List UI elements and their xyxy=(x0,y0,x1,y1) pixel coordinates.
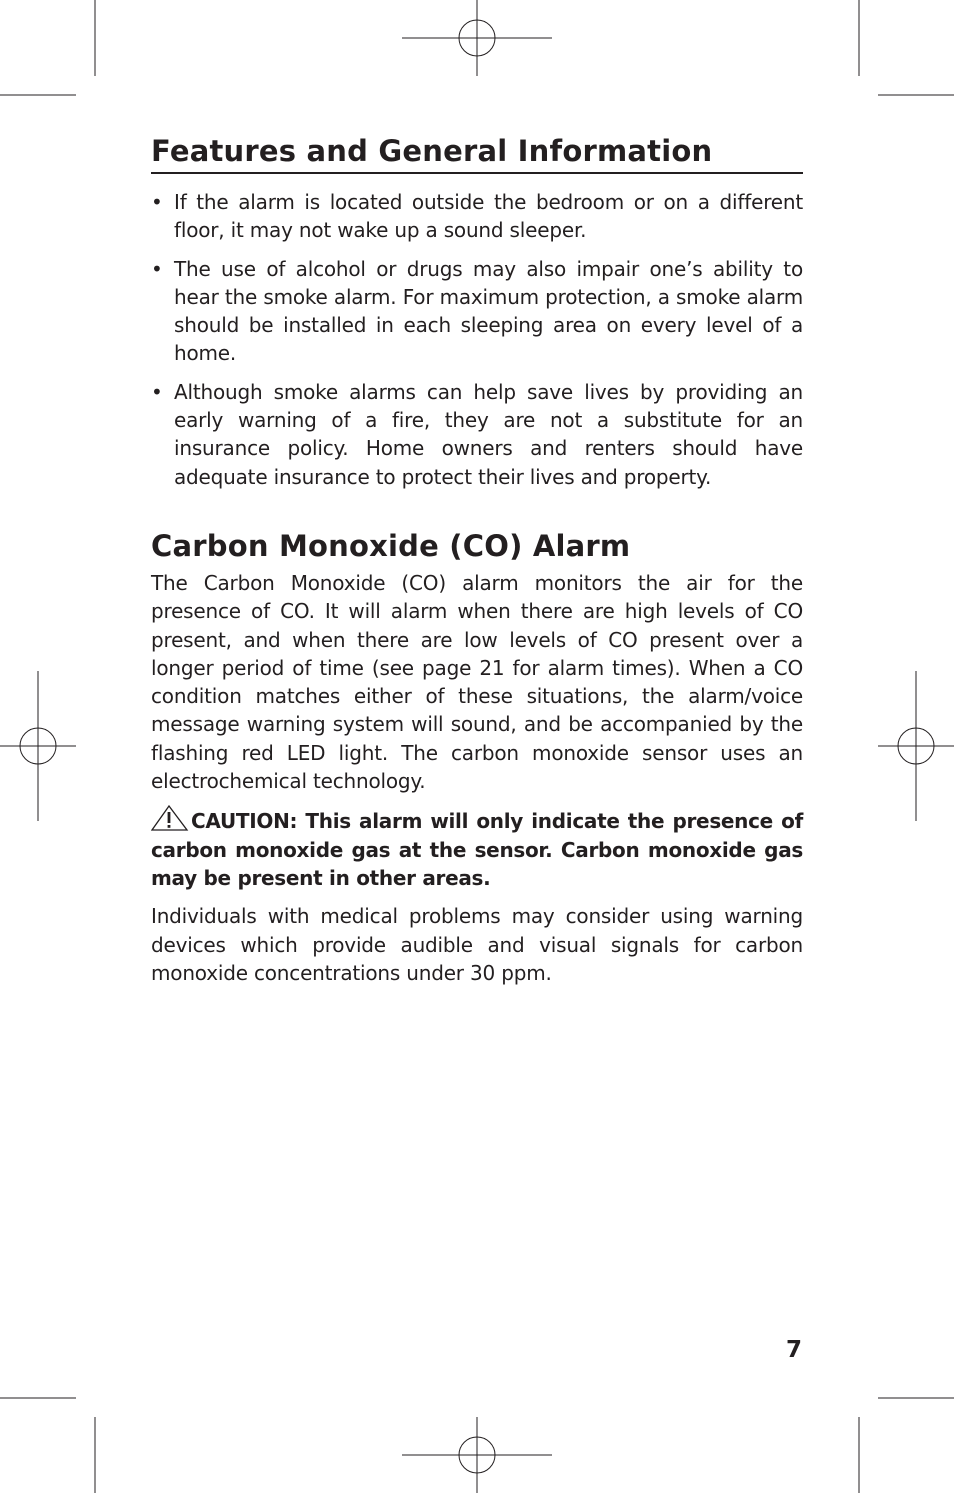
features-heading: Features and General Information xyxy=(151,132,803,174)
registration-mark-right xyxy=(878,671,954,821)
features-list xyxy=(151,188,803,491)
list-item xyxy=(151,378,803,491)
page-number: 7 xyxy=(785,1337,802,1363)
co-alarm-heading: Carbon Monoxide (CO) Alarm xyxy=(151,528,631,563)
registration-mark-left xyxy=(0,671,76,821)
page-content xyxy=(151,132,803,997)
caution-text: CAUTION: This alarm will only indicate the presence of carbon monoxide gas at the sensor. Carbon monoxide gas may be present in other areas. xyxy=(151,809,803,890)
list-item-text: The use of alcohol or drugs may also impair one’s ability to hear the smoke alarm. For maximum protection, a smoke alarm should be installed in each sleeping area on every level of a home. xyxy=(174,256,803,366)
registration-mark-top xyxy=(402,0,552,76)
co-description-paragraph: The Carbon Monoxide (CO) alarm monitors the air for the presence of CO. It will alarm when there are high levels of CO present, and when there are low levels of CO present over a longer period of time (see page 21 for alarm times). When a CO condition matches either of these situations, the alarm/voice message warning system will sound, and be accompanied by the flashing red LED light. The carbon monoxide sensor uses an electrochemical technology. xyxy=(151,570,803,794)
list-item-text: Although smoke alarms can help save lives by providing an early warning of a fire, they are not a substitute for an insurance policy. Home owners and renters should have adequate insurance to protect their lives and property. xyxy=(174,379,803,489)
bullet-icon: • xyxy=(151,190,163,214)
list-item-text: If the alarm is located outside the bedroom or on a different floor, it may not wake up a sound sleeper. xyxy=(174,190,803,243)
bullet-icon: • xyxy=(151,379,163,404)
warning-triangle-icon xyxy=(151,805,189,831)
caution-notice xyxy=(151,805,803,892)
list-item xyxy=(151,188,803,245)
medical-advice-paragraph: Individuals with medical problems may consider using warning devices which provide audible and visual signals for carbon monoxide concentrations under 30 ppm. xyxy=(151,904,803,985)
list-item xyxy=(151,255,803,368)
bullet-icon: • xyxy=(151,256,163,281)
registration-mark-bottom xyxy=(402,1417,552,1493)
